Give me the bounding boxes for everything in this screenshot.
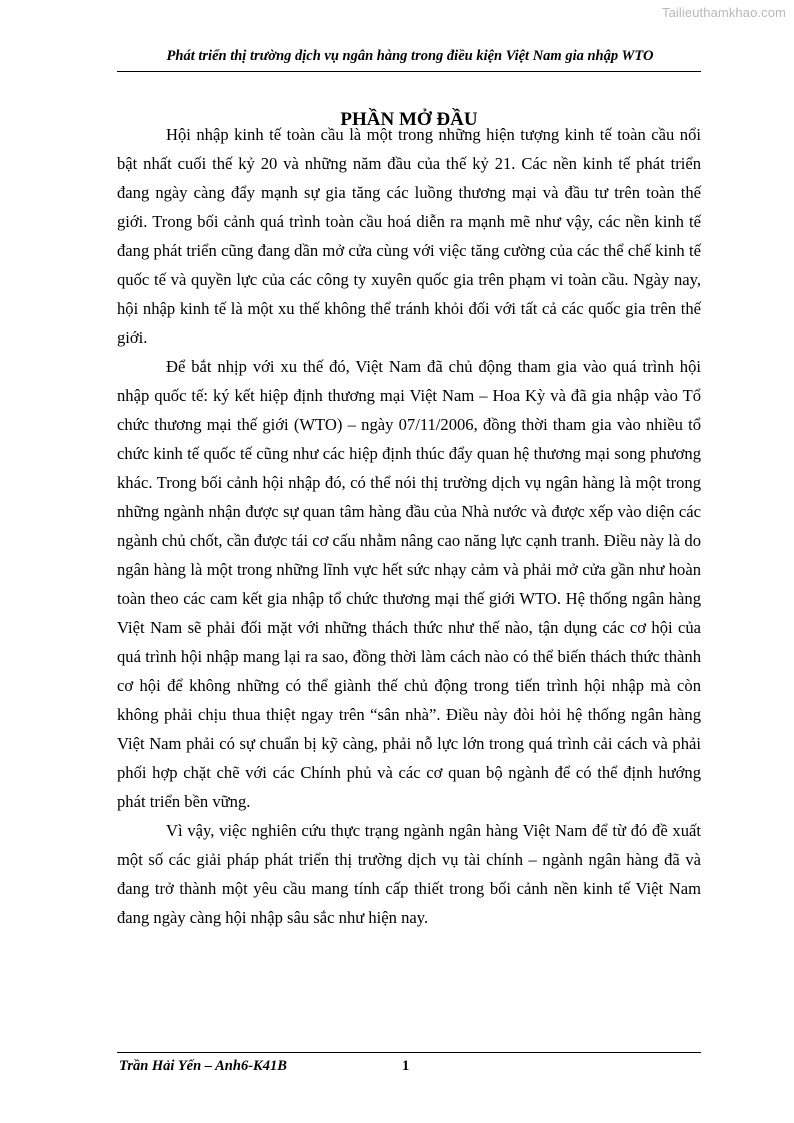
section-title: PHẦN MỞ ĐẦU (340, 108, 478, 130)
page-number: 1 (402, 1058, 410, 1074)
body-text (117, 120, 701, 932)
paragraph-3: Vì vậy, việc nghiên cứu thực trạng ngành ngân hàng Việt Nam để từ đó đề xuất một số các giải pháp phát triển thị trường dịch vụ tài chính – ngành ngân hàng đã và đang trở thành một yêu cầu mang tính cấp thiết trong bối cảnh nền kinh tế Việt Nam đang ngày càng hội nhập sâu sắc như hiện nay. (117, 821, 701, 927)
footer-author: Trần Hải Yến – Anh6-K41B (119, 1058, 287, 1074)
footer-divider (117, 1052, 701, 1053)
watermark-text: Tailieuthamkhao.com (661, 5, 786, 20)
paragraph-2: Để bắt nhịp với xu thế đó, Việt Nam đã chủ động tham gia vào quá trình hội nhập quốc tế: ký kết hiệp định thương mại Việt Nam – Hoa Kỳ và đã gia nhập vào Tổ chức thương mại thế giới (WTO) – ngày 07/11/2006, đồng thời tham gia vào nhiều tổ chức kinh tế quốc tế cũng như các hiệp định thúc đẩy quan hệ thương mại song phương khác. Trong bối cảnh hội nhập đó, có thể nói thị trường dịch vụ ngân hàng là một trong những ngành nhận được sự quan tâm hàng đầu của Nhà nước và được xếp vào diện các ngành chủ chốt, cần được tái cơ cấu nhằm nâng cao năng lực cạnh tranh. Điều này là do ngân hàng là một trong những lĩnh vực hết sức nhạy cảm và phải mở cửa gần như hoàn toàn theo các cam kết gia nhập tổ chức thương mại thế giới WTO. Hệ thống ngân hàng Việt Nam sẽ phải đối mặt với những thách thức như thế nào, tận dụng các cơ hội của quá trình hội nhập mang lại ra sao, đồng thời làm cách nào có thể biến thách thức thành cơ hội để không những có thể giành thế chủ động trong tiến trình hội nhập mà còn không phải chịu thua thiệt ngay trên “sân nhà”. Điều này đòi hỏi hệ thống ngân hàng Việt Nam phải có sự chuẩn bị kỹ càng, phải nỗ lực lớn trong quá trình cải cách và phải phối hợp chặt chẽ với các Chính phủ và các cơ quan bộ ngành để có thể định hướng phát triển bền vững. (117, 357, 701, 811)
paragraph-1: Hội nhập kinh tế toàn cầu là một trong những hiện tượng kinh tế toàn cầu nổi bật nhất cuối thế kỷ 20 và những năm đầu của thế kỷ 21. Các nền kinh tế phát triển đang ngày càng đẩy mạnh sự gia tăng các luồng thương mại và đầu tư trên toàn thế giới. Trong bối cảnh quá trình toàn cầu hoá diễn ra mạnh mẽ như vậy, các nền kinh tế đang phát triển cũng đang dần mở cửa cùng với việc tăng cường của các thể chế kinh tế quốc tế và quyền lực của các công ty xuyên quốc gia trên phạm vi toàn cầu. Ngày nay, hội nhập kinh tế là một xu thế không thể tránh khỏi đối với tất cả các quốc gia trên thế giới. (117, 125, 701, 347)
header-divider (117, 71, 701, 72)
running-header: Phát triển thị trường dịch vụ ngân hàng trong điều kiện Việt Nam gia nhập WTO (166, 48, 654, 64)
